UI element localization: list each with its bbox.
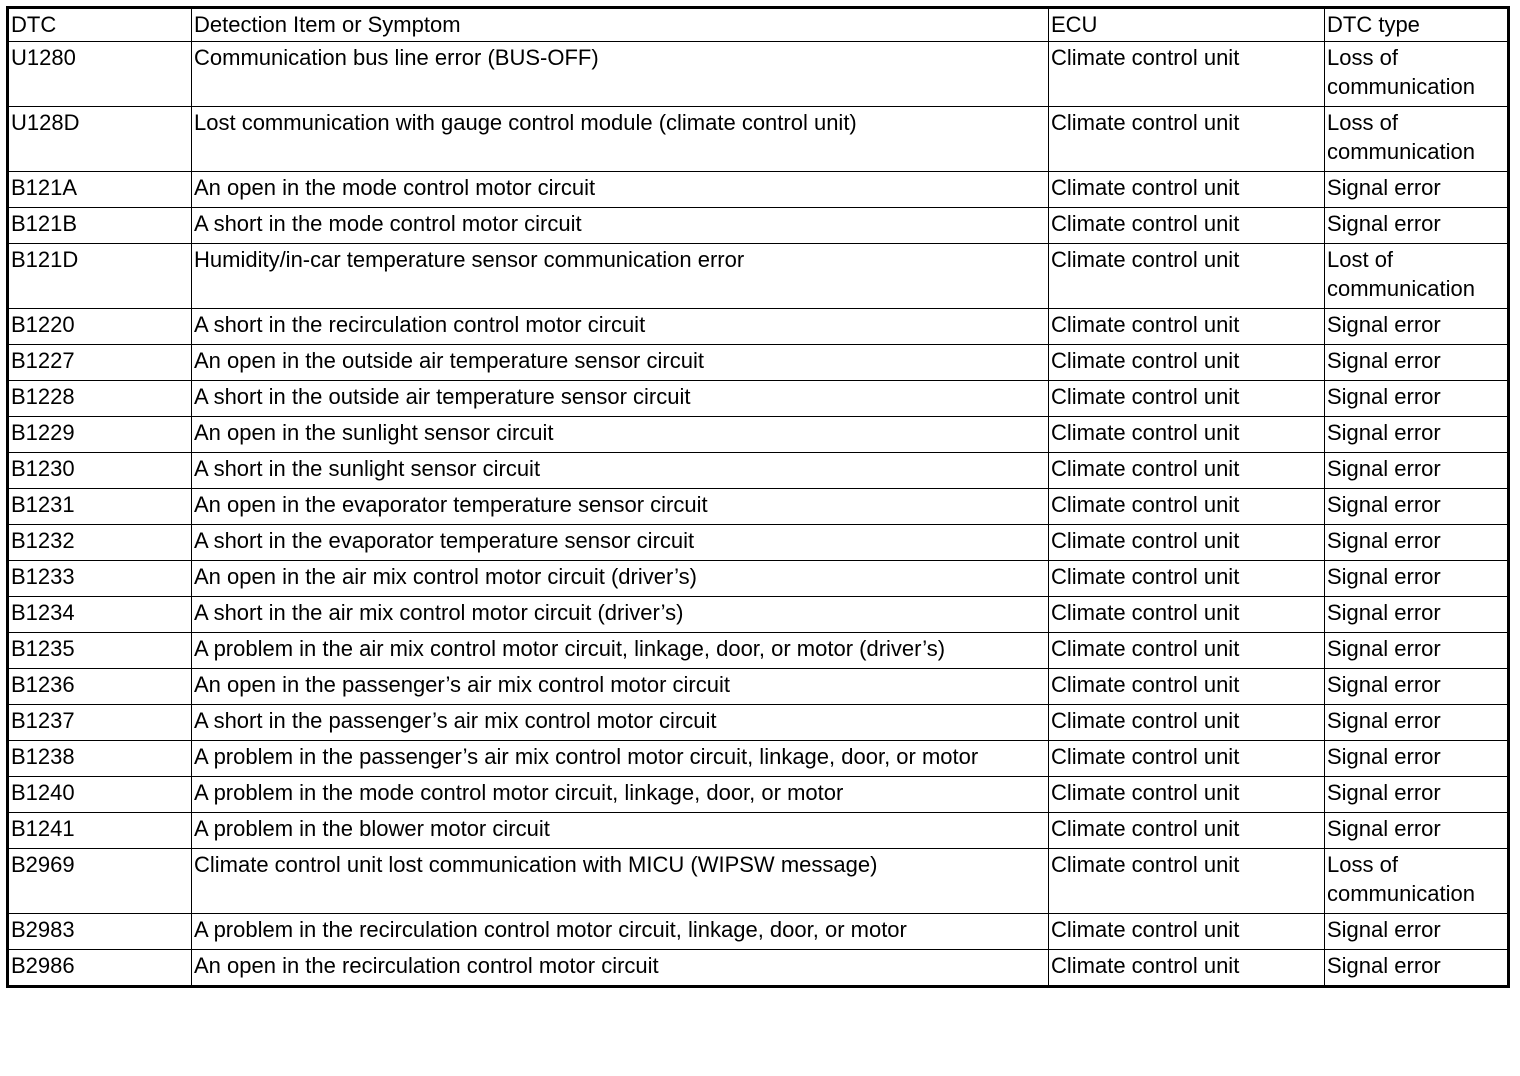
dtc-type-cell: Signal error bbox=[1325, 597, 1509, 633]
table-header-row bbox=[8, 8, 1509, 42]
ecu-cell: Climate control unit bbox=[1049, 705, 1325, 741]
dtc-type-cell: Signal error bbox=[1325, 914, 1509, 950]
table-row bbox=[8, 950, 1509, 987]
table-row bbox=[8, 244, 1509, 309]
dtc-code-cell: B1234 bbox=[8, 597, 192, 633]
dtc-type-cell: Loss of communication bbox=[1325, 42, 1509, 107]
header-ecu: ECU bbox=[1049, 8, 1325, 42]
table-row bbox=[8, 453, 1509, 489]
detection-item-cell: An open in the evaporator temperature sensor circuit bbox=[192, 489, 1049, 525]
dtc-code-cell: B121D bbox=[8, 244, 192, 309]
table-row bbox=[8, 107, 1509, 172]
ecu-cell: Climate control unit bbox=[1049, 172, 1325, 208]
ecu-cell: Climate control unit bbox=[1049, 669, 1325, 705]
header-dtc: DTC bbox=[8, 8, 192, 42]
table-row bbox=[8, 741, 1509, 777]
dtc-code-cell: B1228 bbox=[8, 381, 192, 417]
dtc-type-cell: Signal error bbox=[1325, 561, 1509, 597]
ecu-cell: Climate control unit bbox=[1049, 633, 1325, 669]
dtc-table bbox=[6, 6, 1510, 988]
dtc-type-cell: Signal error bbox=[1325, 525, 1509, 561]
dtc-code-cell: B1229 bbox=[8, 417, 192, 453]
ecu-cell: Climate control unit bbox=[1049, 417, 1325, 453]
dtc-type-cell: Loss of communication bbox=[1325, 107, 1509, 172]
table-row bbox=[8, 914, 1509, 950]
ecu-cell: Climate control unit bbox=[1049, 561, 1325, 597]
table-row bbox=[8, 489, 1509, 525]
ecu-cell: Climate control unit bbox=[1049, 950, 1325, 987]
dtc-type-cell: Signal error bbox=[1325, 813, 1509, 849]
dtc-code-cell: B1231 bbox=[8, 489, 192, 525]
dtc-type-cell: Signal error bbox=[1325, 417, 1509, 453]
table-row bbox=[8, 309, 1509, 345]
detection-item-cell: A short in the air mix control motor circuit (driver’s) bbox=[192, 597, 1049, 633]
dtc-code-cell: B2983 bbox=[8, 914, 192, 950]
dtc-type-cell: Signal error bbox=[1325, 741, 1509, 777]
ecu-cell: Climate control unit bbox=[1049, 914, 1325, 950]
dtc-type-cell: Lost of communication bbox=[1325, 244, 1509, 309]
dtc-type-cell: Signal error bbox=[1325, 381, 1509, 417]
dtc-code-cell: U1280 bbox=[8, 42, 192, 107]
table-row bbox=[8, 417, 1509, 453]
dtc-code-cell: B1241 bbox=[8, 813, 192, 849]
dtc-type-cell: Signal error bbox=[1325, 345, 1509, 381]
detection-item-cell: A short in the recirculation control motor circuit bbox=[192, 309, 1049, 345]
dtc-type-cell: Signal error bbox=[1325, 705, 1509, 741]
dtc-code-cell: B2986 bbox=[8, 950, 192, 987]
detection-item-cell: A problem in the mode control motor circuit, linkage, door, or motor bbox=[192, 777, 1049, 813]
dtc-code-cell: B1238 bbox=[8, 741, 192, 777]
detection-item-cell: A short in the evaporator temperature sensor circuit bbox=[192, 525, 1049, 561]
table-row bbox=[8, 849, 1509, 914]
dtc-code-cell: B121B bbox=[8, 208, 192, 244]
ecu-cell: Climate control unit bbox=[1049, 741, 1325, 777]
detection-item-cell: Humidity/in-car temperature sensor communication error bbox=[192, 244, 1049, 309]
dtc-type-cell: Signal error bbox=[1325, 633, 1509, 669]
table-row bbox=[8, 813, 1509, 849]
ecu-cell: Climate control unit bbox=[1049, 597, 1325, 633]
detection-item-cell: A problem in the recirculation control motor circuit, linkage, door, or motor bbox=[192, 914, 1049, 950]
dtc-code-cell: B1233 bbox=[8, 561, 192, 597]
header-detection-item: Detection Item or Symptom bbox=[192, 8, 1049, 42]
dtc-code-cell: B1232 bbox=[8, 525, 192, 561]
table-row bbox=[8, 597, 1509, 633]
dtc-type-cell: Signal error bbox=[1325, 777, 1509, 813]
ecu-cell: Climate control unit bbox=[1049, 381, 1325, 417]
ecu-cell: Climate control unit bbox=[1049, 345, 1325, 381]
dtc-code-cell: B121A bbox=[8, 172, 192, 208]
table-row bbox=[8, 42, 1509, 107]
dtc-type-cell: Signal error bbox=[1325, 172, 1509, 208]
dtc-type-cell: Signal error bbox=[1325, 453, 1509, 489]
detection-item-cell: An open in the sunlight sensor circuit bbox=[192, 417, 1049, 453]
table-row bbox=[8, 561, 1509, 597]
header-dtc-type: DTC type bbox=[1325, 8, 1509, 42]
ecu-cell: Climate control unit bbox=[1049, 42, 1325, 107]
table-row bbox=[8, 633, 1509, 669]
detection-item-cell: An open in the passenger’s air mix control motor circuit bbox=[192, 669, 1049, 705]
table-row bbox=[8, 381, 1509, 417]
detection-item-cell: A problem in the air mix control motor circuit, linkage, door, or motor (driver’s) bbox=[192, 633, 1049, 669]
ecu-cell: Climate control unit bbox=[1049, 309, 1325, 345]
dtc-code-cell: B1240 bbox=[8, 777, 192, 813]
detection-item-cell: A short in the passenger’s air mix control motor circuit bbox=[192, 705, 1049, 741]
detection-item-cell: Lost communication with gauge control module (climate control unit) bbox=[192, 107, 1049, 172]
table-row bbox=[8, 208, 1509, 244]
dtc-type-cell: Signal error bbox=[1325, 669, 1509, 705]
detection-item-cell: A problem in the blower motor circuit bbox=[192, 813, 1049, 849]
detection-item-cell: An open in the air mix control motor circuit (driver’s) bbox=[192, 561, 1049, 597]
table-body bbox=[8, 42, 1509, 987]
dtc-code-cell: B1230 bbox=[8, 453, 192, 489]
ecu-cell: Climate control unit bbox=[1049, 777, 1325, 813]
detection-item-cell: Communication bus line error (BUS-OFF) bbox=[192, 42, 1049, 107]
ecu-cell: Climate control unit bbox=[1049, 849, 1325, 914]
ecu-cell: Climate control unit bbox=[1049, 525, 1325, 561]
detection-item-cell: Climate control unit lost communication with MICU (WIPSW message) bbox=[192, 849, 1049, 914]
ecu-cell: Climate control unit bbox=[1049, 107, 1325, 172]
table-row bbox=[8, 705, 1509, 741]
dtc-type-cell: Signal error bbox=[1325, 489, 1509, 525]
dtc-code-cell: B1227 bbox=[8, 345, 192, 381]
table-row bbox=[8, 345, 1509, 381]
table-row bbox=[8, 777, 1509, 813]
detection-item-cell: An open in the mode control motor circuit bbox=[192, 172, 1049, 208]
dtc-code-cell: B1235 bbox=[8, 633, 192, 669]
table-row bbox=[8, 525, 1509, 561]
detection-item-cell: A problem in the passenger’s air mix control motor circuit, linkage, door, or motor bbox=[192, 741, 1049, 777]
ecu-cell: Climate control unit bbox=[1049, 208, 1325, 244]
dtc-type-cell: Signal error bbox=[1325, 309, 1509, 345]
ecu-cell: Climate control unit bbox=[1049, 453, 1325, 489]
dtc-type-cell: Signal error bbox=[1325, 950, 1509, 987]
dtc-type-cell: Loss of communication bbox=[1325, 849, 1509, 914]
detection-item-cell: An open in the outside air temperature sensor circuit bbox=[192, 345, 1049, 381]
detection-item-cell: A short in the outside air temperature sensor circuit bbox=[192, 381, 1049, 417]
detection-item-cell: An open in the recirculation control motor circuit bbox=[192, 950, 1049, 987]
detection-item-cell: A short in the sunlight sensor circuit bbox=[192, 453, 1049, 489]
dtc-type-cell: Signal error bbox=[1325, 208, 1509, 244]
dtc-code-cell: B1220 bbox=[8, 309, 192, 345]
ecu-cell: Climate control unit bbox=[1049, 489, 1325, 525]
ecu-cell: Climate control unit bbox=[1049, 244, 1325, 309]
ecu-cell: Climate control unit bbox=[1049, 813, 1325, 849]
detection-item-cell: A short in the mode control motor circuit bbox=[192, 208, 1049, 244]
dtc-code-cell: B1237 bbox=[8, 705, 192, 741]
dtc-code-cell: B1236 bbox=[8, 669, 192, 705]
table-row bbox=[8, 669, 1509, 705]
dtc-code-cell: B2969 bbox=[8, 849, 192, 914]
table-row bbox=[8, 172, 1509, 208]
dtc-code-cell: U128D bbox=[8, 107, 192, 172]
